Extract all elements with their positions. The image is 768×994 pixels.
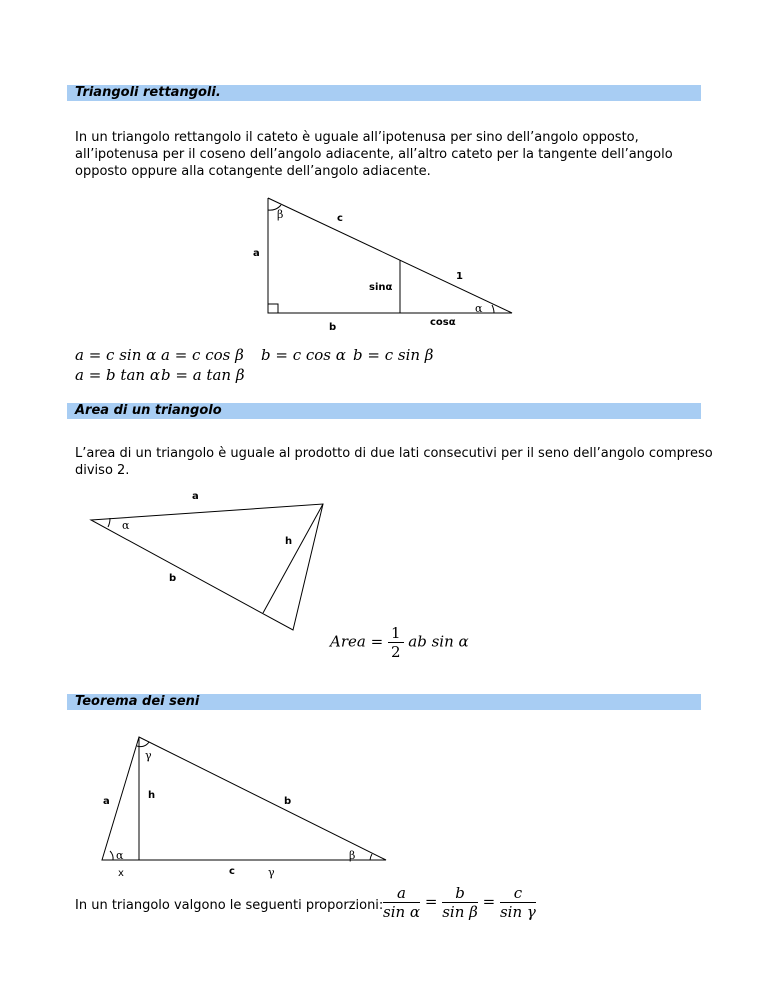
numerator-b: b	[442, 884, 478, 903]
area-triangle-diagram	[91, 491, 323, 630]
formula-b-a-tan-beta: b = a tan β	[161, 366, 245, 384]
side-a-label: a	[192, 491, 199, 502]
section-header-triangle-area	[67, 403, 701, 419]
angle-gamma-bottom-label: γ	[268, 866, 275, 879]
law-of-sines-formula: $\frac{a}{\text{sin α}}$ = $\frac{b}{\text{sin β}}$ = $\frac{c}{\text{sin γ}}$	[383, 884, 536, 921]
point-x-label: x	[118, 868, 124, 879]
right-triangle-diagram	[253, 198, 512, 333]
fraction-a-sin-alpha	[383, 884, 420, 921]
area-paragraph: L’area di un triangolo è uguale al prodotto di due lati consecutivi per il seno dell’angolo compreso diviso 2.	[75, 446, 713, 478]
angle-beta-label: β	[277, 208, 284, 221]
sin-alpha-label: sinα	[369, 282, 393, 293]
side-b-label: b	[284, 796, 292, 807]
denominator-sin-alpha: sin α	[383, 903, 421, 921]
denominator-sin-beta: sin β	[442, 903, 478, 921]
hypotenuse-one-label: 1	[456, 271, 463, 282]
side-a-label: a	[103, 796, 110, 807]
formula-b-c-cos-alpha: b = c cos α	[261, 346, 346, 364]
area-formula-lhs: Area =	[330, 632, 384, 651]
angle-beta-label: β	[349, 849, 356, 862]
side-b-label: b	[169, 573, 177, 584]
law-of-sines-diagram	[102, 737, 386, 879]
area-formula-fraction	[388, 624, 404, 661]
height-h-label: h	[148, 790, 156, 801]
numerator-c: c	[500, 884, 536, 903]
section-title: Triangoli rettangoli.	[75, 85, 221, 100]
law-of-sines-sentence: In un triangolo valgono le seguenti proporzioni:	[75, 898, 384, 913]
formula-a-c-sin-alpha: a = c sin α	[75, 346, 157, 364]
side-c-label: c	[337, 213, 343, 224]
height-h-label: h	[285, 536, 293, 547]
right-triangle-paragraph: In un triangolo rettangolo il cateto è uguale all’ipotenusa per sino dell’angolo opposto, all’ipotenusa per il coseno dell’angolo adiacente, all’altro cateto per la tangente dell’angolo opposto oppure alla cotangente dell’angolo adiacente.	[75, 130, 673, 179]
fraction-b-sin-beta	[442, 884, 478, 921]
side-c-label: c	[229, 866, 235, 877]
numerator-a: a	[383, 884, 420, 903]
fraction-numerator: 1	[388, 624, 404, 643]
section-title: Area di un triangolo	[75, 403, 222, 418]
area-formula-rhs: ab sin α	[408, 632, 469, 651]
denominator-sin-gamma: sin γ	[499, 903, 536, 921]
cos-alpha-label: cosα	[430, 317, 456, 328]
formula-b-c-sin-beta: b = c sin β	[353, 346, 434, 364]
side-a-label: a	[253, 248, 260, 259]
angle-gamma-top-label: γ	[145, 749, 152, 762]
fraction-c-sin-gamma	[500, 884, 536, 921]
angle-alpha-label: α	[122, 519, 130, 532]
section-title: Teorema dei seni	[75, 694, 200, 709]
area-formula	[330, 624, 469, 661]
fraction-denominator: 2	[390, 643, 401, 661]
section-header-law-of-sines	[67, 694, 701, 710]
formula-a-b-tan-alpha: a = b tan α	[75, 366, 160, 384]
formula-a-c-cos-beta: a = c cos β	[161, 346, 244, 364]
angle-alpha-label: α	[475, 302, 483, 315]
side-b-label: b	[329, 322, 337, 333]
angle-alpha-label: α	[116, 849, 124, 862]
